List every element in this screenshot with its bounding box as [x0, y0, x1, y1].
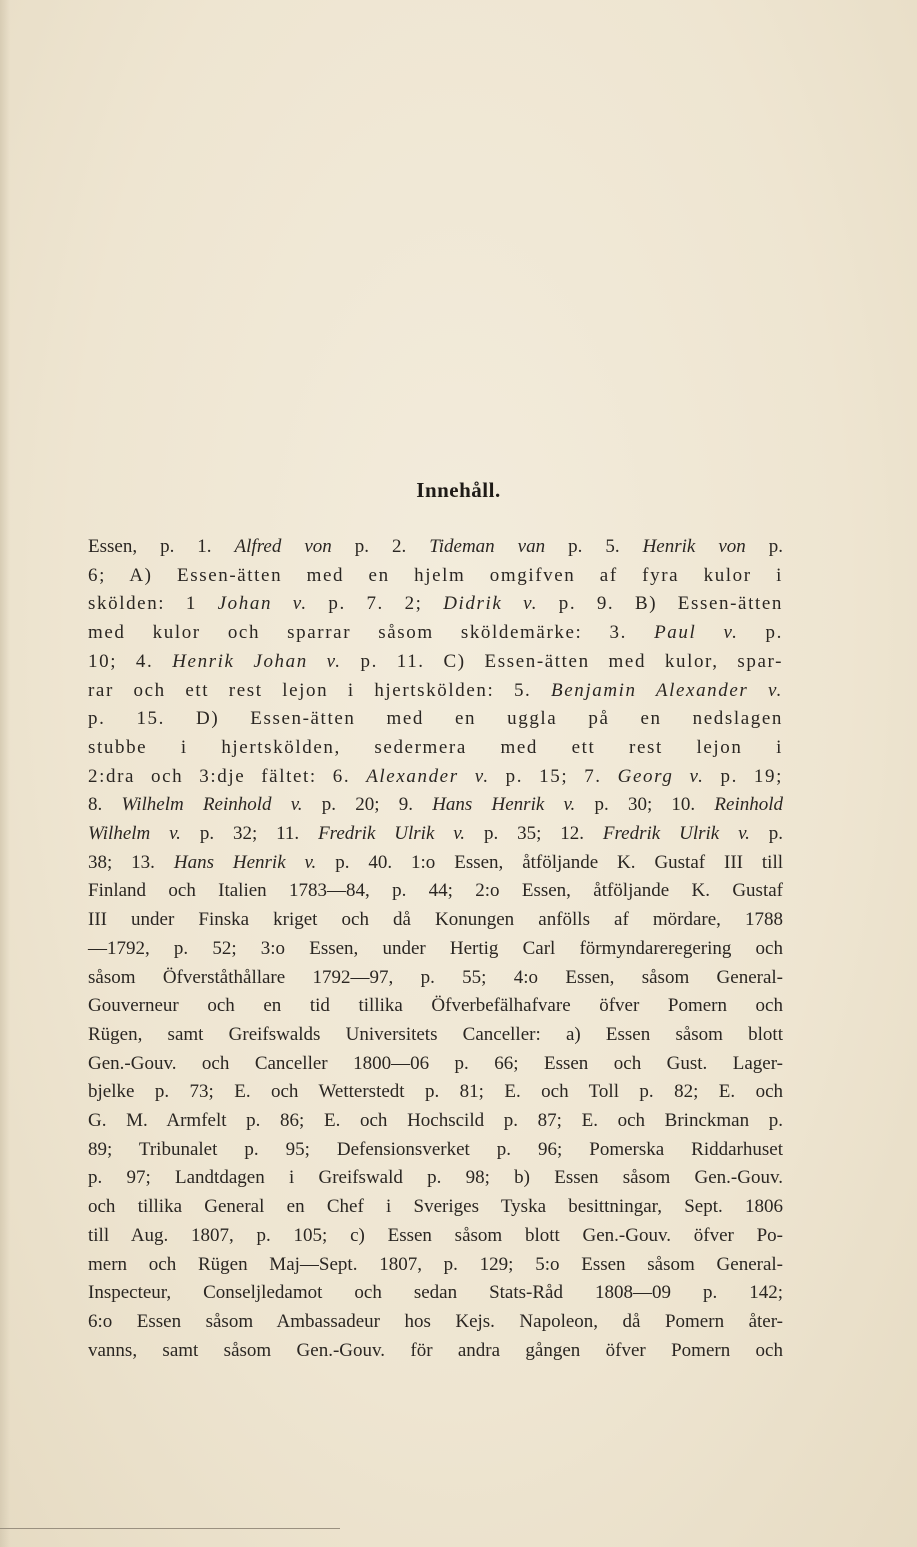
- italic-name: Alfred von: [234, 536, 332, 557]
- italic-name: Henrik Johan v.: [172, 650, 342, 672]
- binding-shadow: [0, 0, 10, 1547]
- text-line: [88, 849, 783, 878]
- contents-paragraph: [88, 533, 783, 1365]
- italic-name: Tideman van: [429, 536, 546, 557]
- text-run: Finland och Italien 1783—84, p. 44; 2:o Essen, åtföljande K. Gustaf: [88, 880, 783, 902]
- text-line: [88, 677, 783, 706]
- text-line: [88, 1193, 783, 1222]
- text-line: [88, 1136, 783, 1165]
- text-run: Inspecteur, Conseljledamot och sedan Stats-Råd 1808—09 p. 142;: [88, 1282, 783, 1304]
- text-run: p. 11. C) Essen-ätten med kulor, spar-: [341, 650, 784, 672]
- italic-name: Wilhelm v.: [88, 823, 181, 845]
- text-run: G. M. Armfelt p. 86; E. och Hochscild p. 87; E. och Brinckman p.: [88, 1110, 783, 1132]
- text-line: [88, 619, 783, 648]
- text-run: med kulor och sparrar såsom sköldemärke: 3.: [88, 622, 655, 644]
- text-run: p. 7. 2;: [307, 593, 444, 615]
- text-line: [88, 906, 783, 935]
- italic-name: Hans Henrik v.: [432, 794, 576, 816]
- text-run: Gouverneur och en tid tillika Öfverbefälhafvare öfver Pomern och: [88, 995, 783, 1017]
- text-run: p. 2.: [331, 536, 430, 557]
- text-run: skölden: 1: [88, 593, 218, 615]
- text-run: p. 5.: [545, 536, 643, 557]
- text-line: [88, 935, 783, 964]
- text-line: [88, 1050, 783, 1079]
- text-run: —1792, p. 52; 3:o Essen, under Hertig Carl förmyndareregering och: [88, 937, 783, 959]
- italic-name: Georg v.: [617, 765, 705, 787]
- text-line: [88, 820, 783, 849]
- text-run: p. 40. 1:o Essen, åtföljande K. Gustaf III till: [316, 851, 783, 873]
- italic-name: Hans Henrik v.: [173, 851, 317, 873]
- text-line: [88, 1308, 783, 1337]
- text-line: [88, 705, 783, 734]
- page-heading: Innehåll.: [416, 478, 501, 502]
- text-run: III under Finska kriget och då Konungen anfölls af mördare, 1788: [88, 909, 783, 931]
- text-run: 10; 4.: [88, 650, 173, 672]
- italic-name: Paul v.: [654, 622, 739, 644]
- text-line: [88, 1337, 783, 1366]
- text-line: [88, 1078, 783, 1107]
- text-line: [88, 791, 783, 820]
- text-run: 6:o Essen såsom Ambassadeur hos Kejs. Napoleon, då Pomern åter-: [88, 1310, 783, 1332]
- italic-name: Benjamin Alexander v.: [551, 679, 783, 701]
- bottom-rule: [0, 1528, 340, 1529]
- text-run: 8.: [88, 794, 122, 816]
- text-run: rar och ett rest lejon i hjertskölden: 5.: [88, 679, 552, 701]
- text-run: p. 97; Landtdagen i Greifswald p. 98; b) Essen såsom Gen.-Gouv.: [88, 1167, 783, 1189]
- text-run: till Aug. 1807, p. 105; c) Essen såsom blott Gen.-Gouv. öfver Po-: [88, 1224, 783, 1246]
- text-line: [88, 590, 783, 619]
- text-run: p. 20; 9.: [302, 794, 433, 816]
- text-line: [88, 533, 783, 562]
- text-line: [88, 992, 783, 1021]
- italic-name: Alexander v.: [366, 765, 490, 787]
- text-run: 6; A) Essen-ätten med en hjelm omgifven af fyra kulor i: [88, 564, 783, 586]
- italic-name: Fredrik Ulrik v.: [602, 823, 750, 845]
- italic-name: Wilhelm Reinhold v.: [121, 794, 303, 816]
- text-run: 38; 13.: [88, 851, 174, 873]
- text-line: [88, 648, 783, 677]
- text-line: [88, 877, 783, 906]
- text-run: p. 32; 11.: [180, 823, 319, 845]
- text-run: stubbe i hjertskölden, sedermera med ett rest lejon i: [88, 736, 783, 758]
- text-run: mern och Rügen Maj—Sept. 1807, p. 129; 5:o Essen såsom General-: [88, 1253, 783, 1275]
- text-line: [88, 1107, 783, 1136]
- text-line: [88, 1222, 783, 1251]
- text-run: och tillika General en Chef i Sveriges Tyska besittningar, Sept. 1806: [88, 1196, 783, 1218]
- text-run: bjelke p. 73; E. och Wetterstedt p. 81; E. och Toll p. 82; E. och: [88, 1081, 783, 1103]
- text-run: p. 15; 7.: [489, 765, 618, 787]
- text-run: vanns, samt såsom Gen.-Gouv. för andra gången öfver Pomern och: [88, 1339, 783, 1361]
- text-run: Essen, p. 1.: [88, 536, 235, 557]
- italic-name: Johan v.: [217, 593, 308, 615]
- text-line: [88, 1164, 783, 1193]
- italic-name: Didrik v.: [443, 593, 539, 615]
- text-run: p. 15. D) Essen-ätten med en uggla på en nedslagen: [88, 708, 783, 730]
- text-line: [88, 734, 783, 763]
- text-run: p. 30; 10.: [575, 794, 715, 816]
- text-line: [88, 1251, 783, 1280]
- text-line: [88, 1021, 783, 1050]
- text-run: p. 35; 12.: [465, 823, 603, 845]
- text-run: p.: [738, 622, 783, 644]
- text-line: [88, 562, 783, 591]
- text-run: p. 19;: [704, 765, 783, 787]
- text-run: Gen.-Gouv. och Canceller 1800—06 p. 66; Essen och Gust. Lager-: [88, 1052, 783, 1074]
- text-run: p.: [749, 823, 784, 845]
- italic-name: Reinhold: [714, 794, 784, 816]
- text-run: såsom Öfverståthållare 1792—97, p. 55; 4:o Essen, såsom General-: [88, 966, 783, 988]
- italic-name: Fredrik Ulrik v.: [318, 823, 466, 845]
- text-run: 2:dra och 3:dje fältet: 6.: [88, 765, 367, 787]
- text-run: Rügen, samt Greifswalds Universitets Canceller: a) Essen såsom blott: [88, 1023, 783, 1045]
- text-run: 89; Tribunalet p. 95; Defensionsverket p. 96; Pomerska Riddarhuset: [88, 1138, 783, 1160]
- italic-name: Henrik von: [642, 536, 746, 557]
- text-run: p.: [745, 536, 784, 557]
- text-line: [88, 1279, 783, 1308]
- text-run: p. 9. B) Essen-ätten: [538, 593, 783, 615]
- text-line: [88, 763, 783, 792]
- text-line: [88, 964, 783, 993]
